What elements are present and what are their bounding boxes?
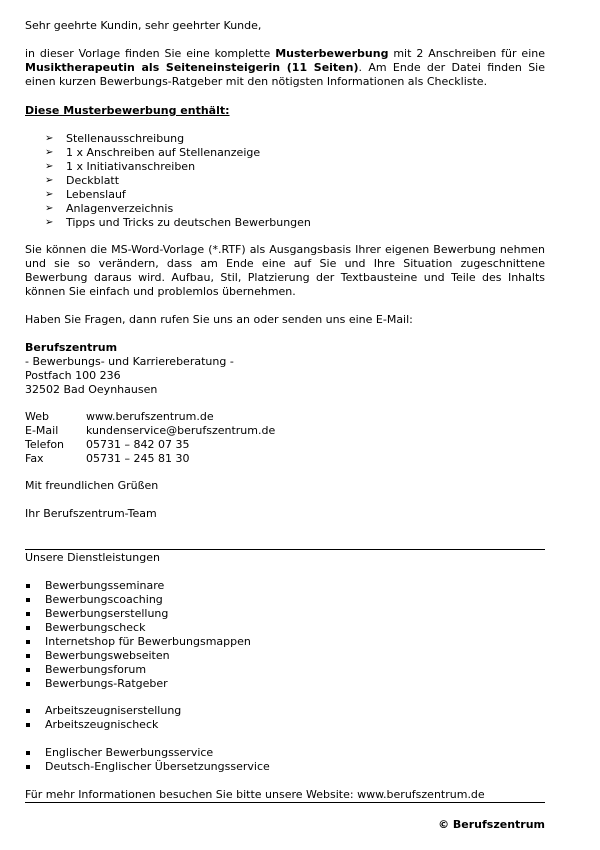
list-item — [25, 146, 545, 160]
list-item-label: Bewerbungserstellung — [45, 607, 169, 620]
contact-label: E-Mail — [25, 424, 59, 437]
list-item-label: Bewerbungscheck — [45, 621, 146, 634]
list-item-label: Bewerbungsseminare — [45, 579, 165, 592]
square-bullet-icon — [26, 626, 30, 630]
square-bullet-icon — [26, 612, 30, 616]
list-item-label: Englischer Bewerbungsservice — [45, 746, 214, 759]
contact-label: Telefon — [25, 438, 65, 451]
arrow-bullet-icon: ➢ — [45, 147, 54, 158]
list-item-label: Deckblatt — [66, 174, 120, 187]
list-item-label: Bewerbungscoaching — [45, 593, 163, 606]
services-list-english — [25, 746, 545, 774]
list-item — [25, 746, 545, 760]
list-item — [25, 760, 545, 774]
intro-text-2: mit 2 Anschreiben für eine — [388, 47, 545, 60]
questions-paragraph: Haben Sie Fragen, dann rufen Sie uns an oder senden uns eine E-Mail: — [25, 313, 413, 326]
services-footer-text: Für mehr Informationen besuchen Sie bitte unsere Website: www.berufszentrum.de — [25, 788, 485, 801]
org-postbox: Postfach 100 236 — [25, 369, 121, 382]
list-item — [25, 635, 545, 649]
services-list-certificates — [25, 704, 545, 732]
intro-bold-1: Musterbewerbung — [275, 47, 389, 60]
closing: Mit freundlichen Grüßen — [25, 479, 159, 492]
list-item — [25, 704, 545, 718]
square-bullet-icon — [26, 682, 30, 686]
list-item — [25, 649, 545, 663]
list-item — [25, 677, 545, 691]
arrow-bullet-icon: ➢ — [45, 175, 54, 186]
intro-text-1: in dieser Vorlage finden Sie eine komplette — [25, 47, 276, 60]
contents-heading: Diese Musterbewerbung enthält: — [25, 104, 230, 117]
contents-list — [25, 132, 545, 230]
contact-row-web — [25, 410, 545, 424]
services-heading: Unsere Dienstleistungen — [25, 551, 160, 564]
list-item — [25, 621, 545, 635]
square-bullet-icon — [26, 765, 30, 769]
square-bullet-icon — [26, 654, 30, 658]
contact-row-email — [25, 424, 545, 438]
intro-bold-2: Musiktherapeutin als Seiteneinsteigerin (11 Seiten) — [25, 61, 359, 74]
contact-label: Web — [25, 410, 49, 423]
usage-paragraph: Sie können die MS-Word-Vorlage (*.RTF) als Ausgangsbasis Ihrer eigenen Bewerbung nehmen und sie so verändern, dass am Ende eine auf Sie und Ihre Situation zugeschnittene Bewerbung daraus wird. Aufbau, Stil, Platzierung der Textbausteine und Teile des Inhalts können Sie einfach und problemlos übernehmen. — [25, 243, 545, 298]
contact-table — [25, 410, 545, 466]
square-bullet-icon — [26, 723, 30, 727]
list-item-label: Internetshop für Bewerbungsmappen — [45, 635, 251, 648]
list-item — [25, 663, 545, 677]
contact-label: Fax — [25, 452, 44, 465]
list-item-label: Stellenausschreibung — [66, 132, 185, 145]
list-item-label: Deutsch-Englischer Übersetzungsservice — [45, 760, 270, 773]
square-bullet-icon — [26, 709, 30, 713]
list-item — [25, 132, 545, 146]
intro-text-3: . Am Ende der Datei finden Sie einen kurzen Bewerbungs-Ratgeber mit den nötigsten Informationen als Checkliste. — [25, 61, 545, 88]
website-link[interactable]: www.berufszentrum.de — [86, 410, 214, 423]
list-item-label: 1 x Anschreiben auf Stellenanzeige — [66, 146, 261, 159]
square-bullet-icon — [26, 668, 30, 672]
list-item-label: Lebenslauf — [66, 188, 126, 201]
email-link[interactable]: kundenservice@berufszentrum.de — [86, 424, 276, 437]
arrow-bullet-icon: ➢ — [45, 133, 54, 144]
list-item-label: Bewerbungswebseiten — [45, 649, 170, 662]
org-tagline: - Bewerbungs- und Karriereberatung - — [25, 355, 234, 368]
square-bullet-icon — [26, 751, 30, 755]
divider — [25, 802, 545, 803]
arrow-bullet-icon: ➢ — [45, 189, 54, 200]
list-item — [25, 607, 545, 621]
intro-paragraph — [25, 47, 545, 89]
contact-row-fax — [25, 452, 545, 466]
list-item — [25, 579, 545, 593]
square-bullet-icon — [26, 598, 30, 602]
list-item-label: Arbeitszeugniserstellung — [45, 704, 182, 717]
square-bullet-icon — [26, 584, 30, 588]
divider — [25, 549, 545, 550]
org-address — [25, 341, 545, 397]
org-name: Berufszentrum — [25, 341, 118, 354]
org-city: 32502 Bad Oeynhausen — [25, 383, 158, 396]
list-item-label: 1 x Initiativanschreiben — [66, 160, 196, 173]
list-item — [25, 174, 545, 188]
list-item — [25, 593, 545, 607]
square-bullet-icon — [26, 640, 30, 644]
services-list-main — [25, 579, 545, 691]
salutation: Sehr geehrte Kundin, sehr geehrter Kunde, — [25, 19, 262, 32]
list-item-label: Bewerbungs-Ratgeber — [45, 677, 168, 690]
arrow-bullet-icon: ➢ — [45, 203, 54, 214]
phone-number: 05731 – 842 07 35 — [86, 438, 190, 451]
arrow-bullet-icon: ➢ — [45, 161, 54, 172]
signature: Ihr Berufszentrum-Team — [25, 507, 157, 520]
list-item-label: Bewerbungsforum — [45, 663, 147, 676]
list-item-label: Anlagenverzeichnis — [66, 202, 174, 215]
fax-number: 05731 – 245 81 30 — [86, 452, 190, 465]
arrow-bullet-icon: ➢ — [45, 217, 54, 228]
contact-row-phone — [25, 438, 545, 452]
list-item — [25, 160, 545, 174]
list-item — [25, 216, 545, 230]
copyright: © Berufszentrum — [438, 818, 545, 831]
list-item — [25, 188, 545, 202]
list-item-label: Arbeitszeugnischeck — [45, 718, 159, 731]
list-item-label: Tipps und Tricks zu deutschen Bewerbungen — [66, 216, 311, 229]
list-item — [25, 718, 545, 732]
list-item — [25, 202, 545, 216]
